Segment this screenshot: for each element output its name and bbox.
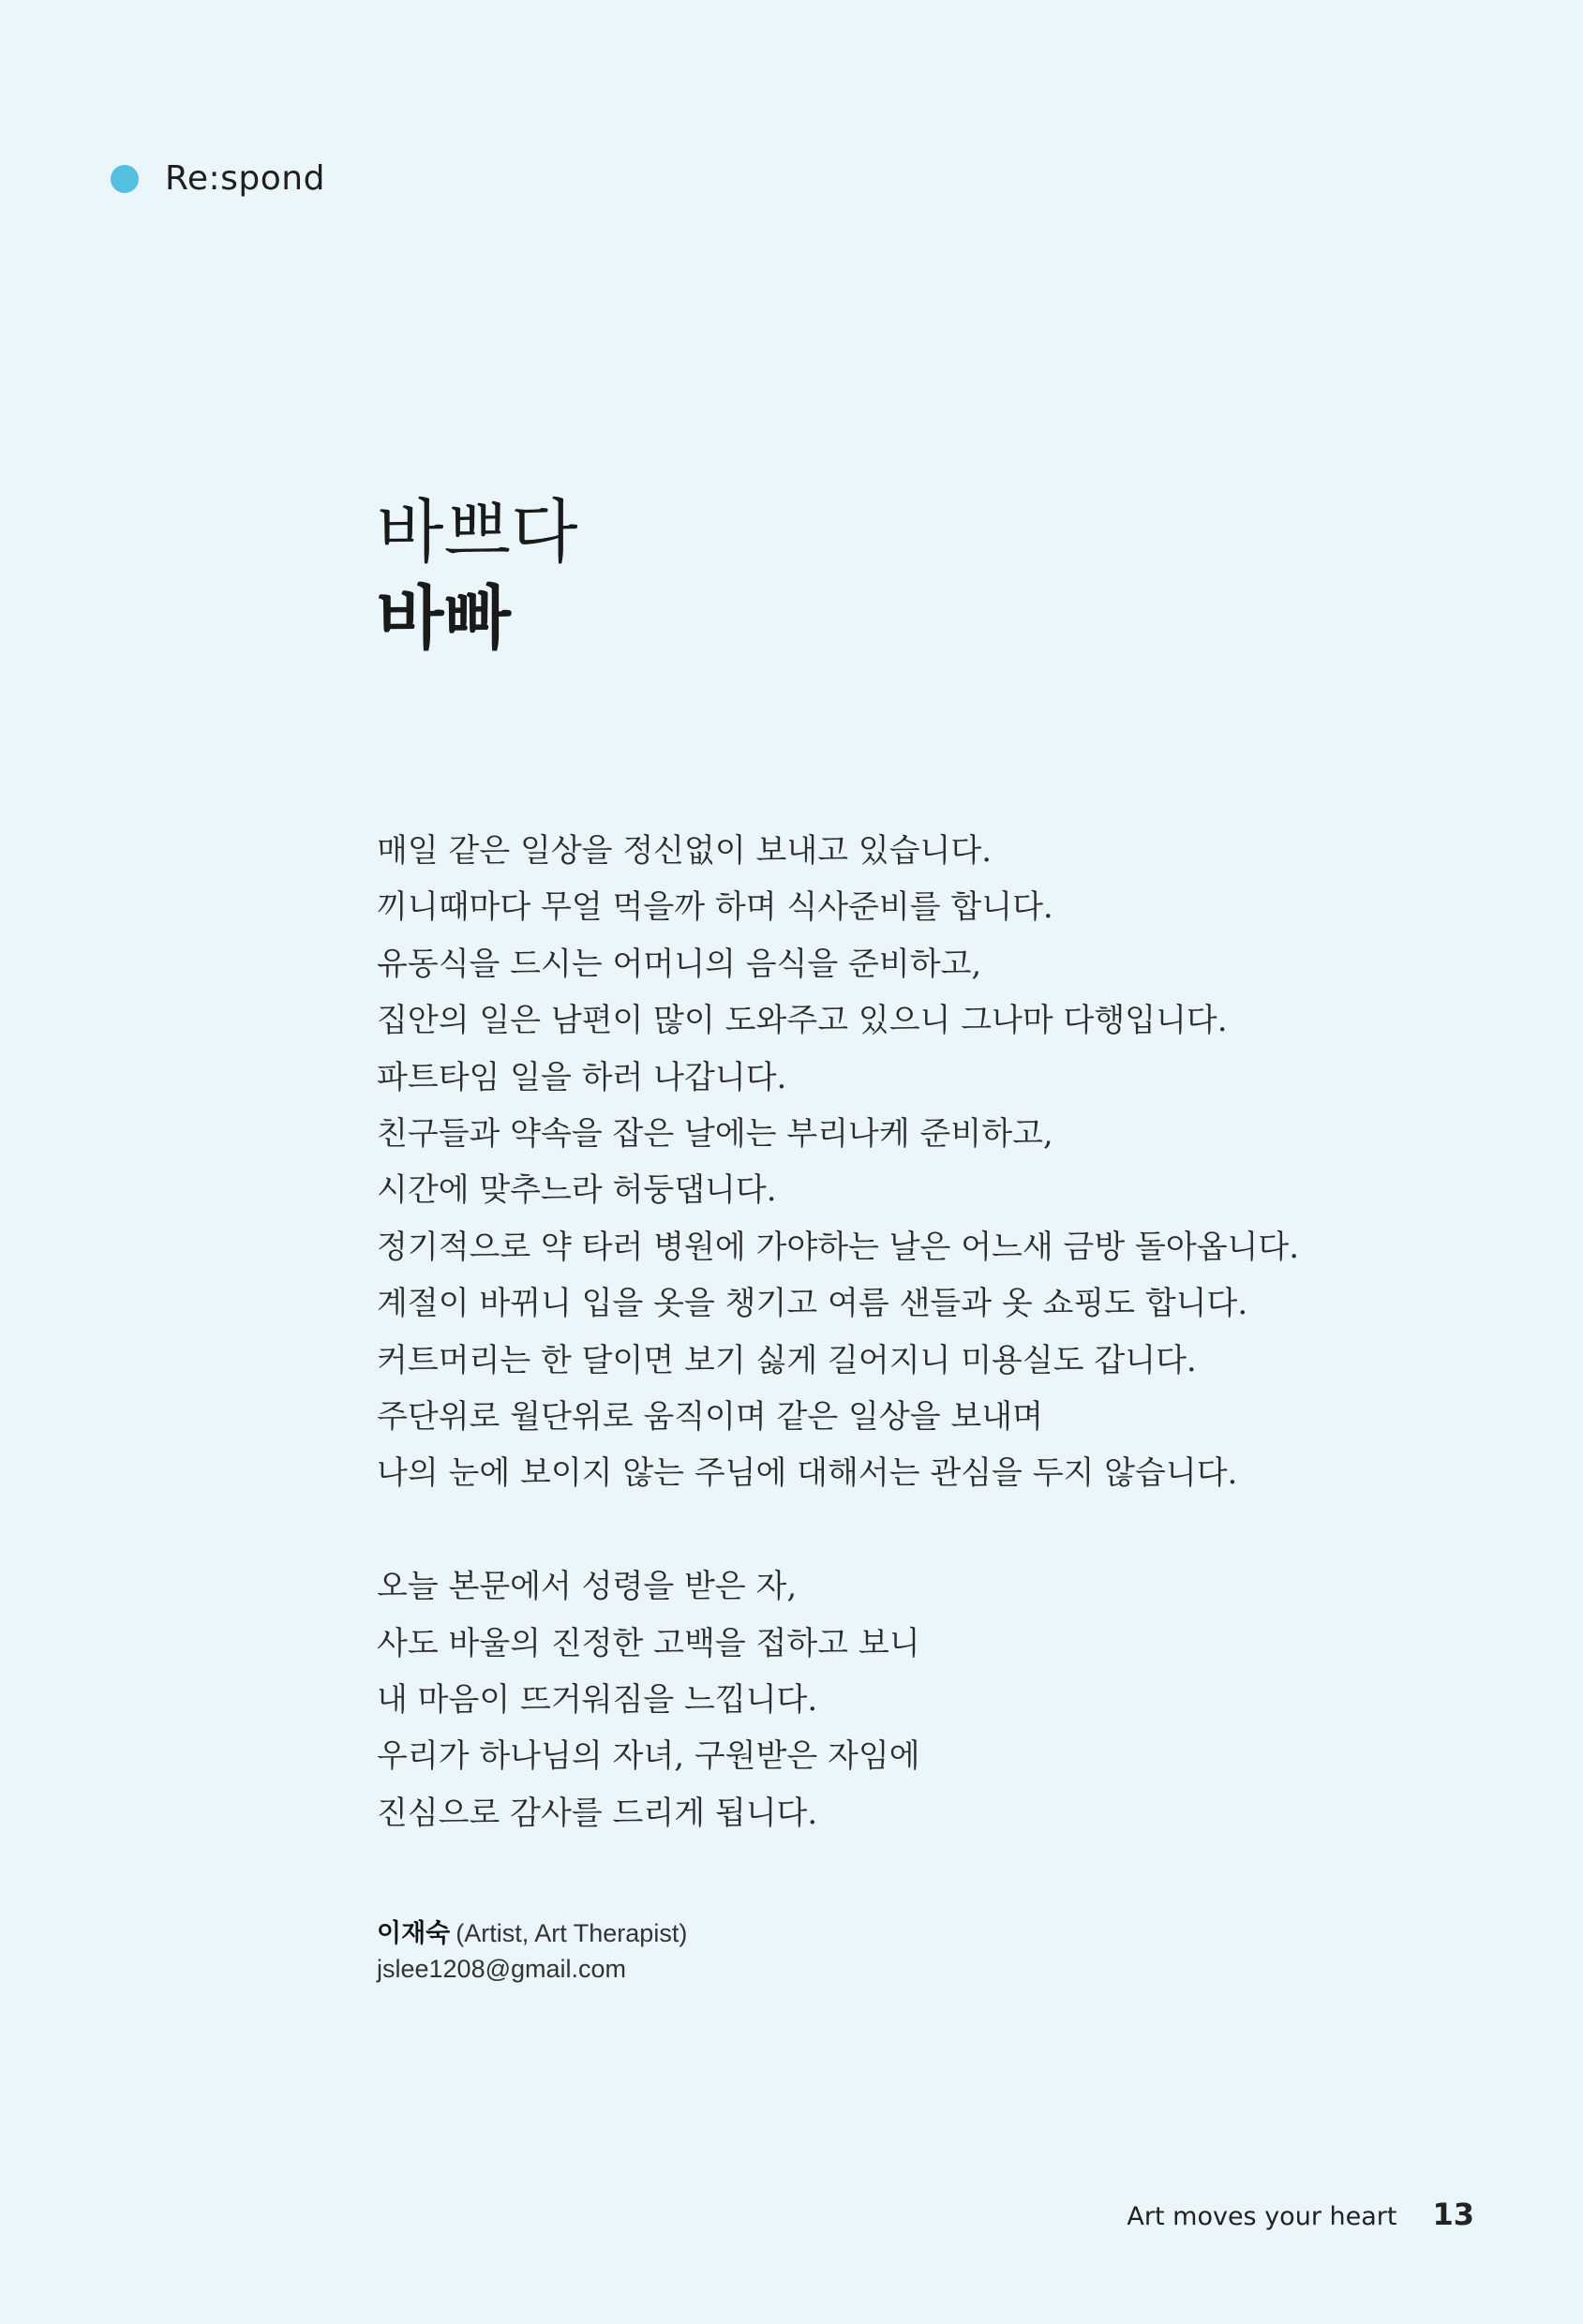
body-line: 주단위로 월단위로 움직이며 같은 일상을 보내며	[377, 1398, 1043, 1437]
body-line: 집안의 일은 남편이 많이 도와주고 있으니 그나마 다행입니다.	[377, 1002, 1228, 1040]
body-line: 시간에 맞추느라 허둥댑니다.	[377, 1171, 777, 1210]
body-line: 매일 같은 일상을 정신없이 보내고 있습니다.	[377, 832, 993, 870]
body-line: 파트타임 일을 하러 나갑니다.	[377, 1058, 787, 1096]
body-line: 유동식을 드시는 어머니의 음식을 준비하고,	[377, 945, 982, 983]
author-line	[377, 1915, 687, 1951]
body-line: 끼니때마다 무얼 먹을까 하며 식사준비를 합니다.	[377, 888, 1053, 927]
author-info	[377, 1915, 687, 1987]
footer-tagline: Art moves your heart	[1127, 2202, 1397, 2231]
body-line: 계절이 바뀌니 입을 옷을 챙기고 여름 샌들과 옷 쇼핑도 합니다.	[377, 1285, 1248, 1323]
body-line: 사도 바울의 진정한 고백을 접하고 보니	[377, 1624, 920, 1662]
author-name: 이재숙	[377, 1919, 451, 1947]
title-line-1: 바쁘다	[377, 492, 578, 573]
body-line: 정기적으로 약 타러 병원에 가야하는 날은 어느새 금방 돌아옵니다.	[377, 1228, 1300, 1266]
section-tag	[111, 159, 325, 198]
article-title	[377, 489, 577, 662]
title-line-2: 바빠	[377, 578, 511, 659]
section-label: Re:spond	[165, 159, 325, 198]
author-email: jslee1208@gmail.com	[377, 1955, 627, 1983]
article-body	[377, 823, 1299, 1841]
body-line: 우리가 하나님의 자녀, 구원받은 자임에	[377, 1737, 920, 1776]
paragraph-1	[377, 823, 1299, 1502]
author-role: (Artist, Art Therapist)	[455, 1919, 688, 1947]
body-line: 친구들과 약속을 잡은 날에는 부리나케 준비하고,	[377, 1115, 1053, 1154]
paragraph-2	[377, 1558, 1299, 1841]
body-line: 오늘 본문에서 성령을 받은 자,	[377, 1568, 798, 1606]
page-number: 13	[1432, 2197, 1474, 2232]
body-line: 커트머리는 한 달이면 보기 싫게 길어지니 미용실도 갑니다.	[377, 1341, 1197, 1379]
page-footer	[1127, 2197, 1474, 2232]
section-dot-icon	[111, 165, 139, 193]
body-line: 진심으로 감사를 드리게 됩니다.	[377, 1794, 818, 1832]
body-line: 나의 눈에 보이지 않는 주님에 대해서는 관심을 두지 않습니다.	[377, 1454, 1238, 1493]
body-line: 내 마음이 뜨거워짐을 느낍니다.	[377, 1681, 818, 1720]
